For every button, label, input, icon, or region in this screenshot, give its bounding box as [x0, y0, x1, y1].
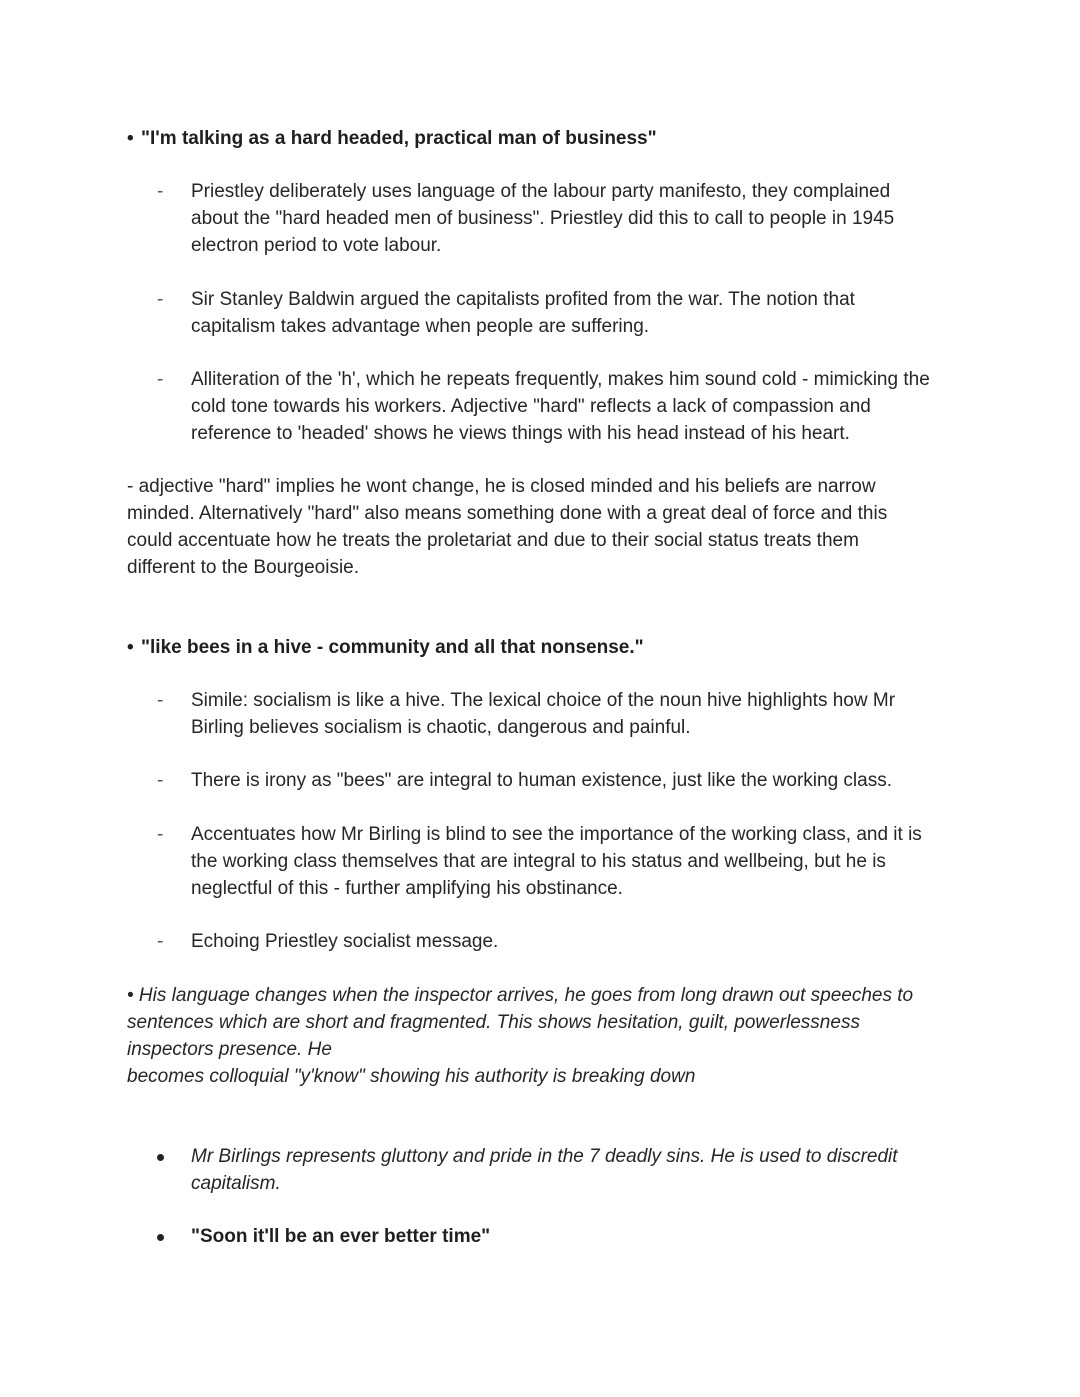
dash-marker: -: [157, 690, 164, 711]
quote-heading-2: [127, 634, 644, 661]
bullet-icon: [157, 1154, 164, 1161]
quote-heading-1-text: "I'm talking as a hard headed, practical man of business": [141, 128, 657, 149]
analysis-text: Priestley deliberately uses language of the labour party manifesto, they complained about the "hard headed men of business". Priestley did this to call to people in 1945 electron period to vote labour.: [191, 181, 895, 256]
bullet-icon: [157, 1234, 164, 1241]
adjective-paragraph: - adjective "hard" implies he wont change, he is closed minded and his beliefs are narrow minded. Alternatively "hard" also means something done with a great deal of force and this could accentuate how he treats the proletariat and due to their social status treats them different to the Bourgeoisie.: [127, 476, 888, 578]
analysis-text: Echoing Priestley socialist message.: [191, 931, 499, 952]
dash-marker: -: [157, 824, 164, 845]
language-paragraph: • His language changes when the inspector arrives, he goes from long drawn out speeches to sentences which are short and fragmented. This shows hesitation, guilt, powerlessness inspectors presence. He becomes colloquial "y'know" showing his authority is breaking down: [127, 985, 914, 1087]
analysis-text: Alliteration of the 'h', which he repeats frequently, makes him sound cold - mimicking the cold tone towards his workers. Adjective "hard" reflects a lack of compassion and reference to 'headed' shows he views things with his head instead of his heart.: [191, 369, 930, 444]
list-item-text: Mr Birlings represents gluttony and pride in the 7 deadly sins. He is used to discredit capitalism.: [191, 1146, 898, 1194]
analysis-text: Sir Stanley Baldwin argued the capitalists profited from the war. The notion that capitalism takes advantage when people are suffering.: [191, 289, 855, 337]
bullet-dot: •: [127, 128, 134, 149]
dash-marker: -: [157, 770, 164, 791]
dash-marker: -: [157, 181, 164, 202]
analysis-text: There is irony as "bees" are integral to human existence, just like the working class.: [191, 770, 892, 791]
bullet-dot: •: [127, 637, 134, 658]
quote-heading-1: [127, 125, 657, 152]
dash-marker: -: [157, 289, 164, 310]
analysis-text: Accentuates how Mr Birling is blind to see the importance of the working class, and it is the working class themselves that are integral to his status and wellbeing, but he is neglectful of this - further amplifying his obstinance.: [191, 824, 922, 899]
dash-marker: -: [157, 369, 164, 390]
quote-heading-2-text: "like bees in a hive - community and all that nonsense.": [141, 637, 644, 658]
list-item-text: "Soon it'll be an ever better time": [191, 1226, 491, 1247]
analysis-text: Simile: socialism is like a hive. The lexical choice of the noun hive highlights how Mr Birling believes socialism is chaotic, dangerous and painful.: [191, 690, 896, 738]
dash-marker: -: [157, 931, 164, 952]
